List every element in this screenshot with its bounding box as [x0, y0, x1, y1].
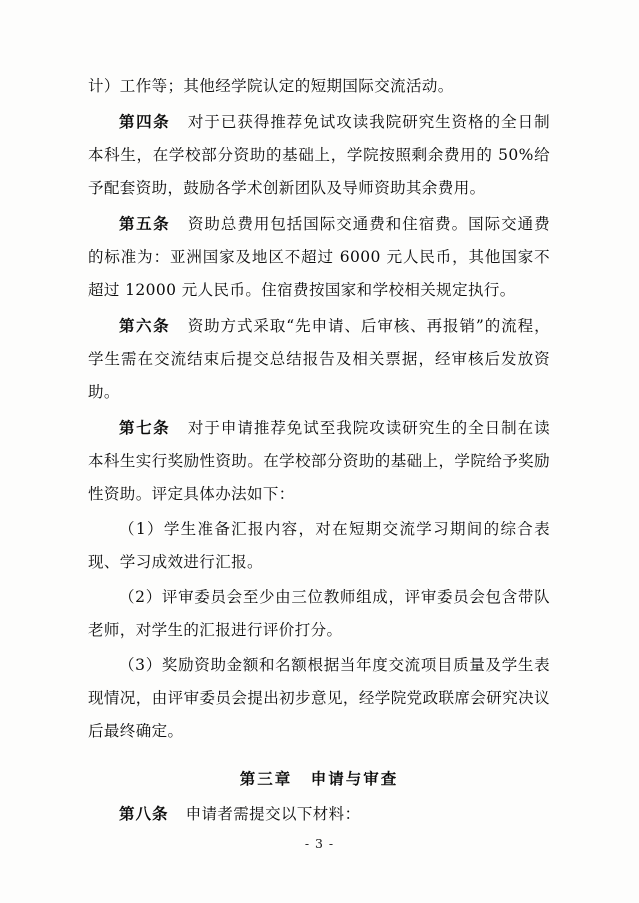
paragraph-article-6: [88, 309, 550, 409]
article-label: 第七条: [119, 418, 171, 437]
list-item-3: [88, 649, 550, 748]
paragraph-text: （3）奖励资助金额和名额根据当年度交流项目质量及学生表现情况，由评审委员会提出初步意见，经学院党政联席会研究决议后最终确定。: [88, 656, 550, 740]
chapter-title: 申请与审查: [310, 769, 399, 788]
list-item-2: [88, 581, 550, 647]
article-label: 第五条: [119, 214, 171, 233]
paragraph-article-8: [88, 797, 550, 831]
page-body: [88, 70, 550, 833]
paragraph-text: （2）评审委员会至少由三位教师组成，评审委员会包含带队老师，对学生的汇报进行评价打分。: [88, 588, 550, 639]
list-item-1: [88, 513, 550, 579]
paragraph-text: 申请者需提交以下材料：: [185, 805, 361, 823]
paragraph-text: 计）工作等；其他经学院认定的短期国际交流活动。: [88, 77, 454, 95]
article-label: 第八条: [119, 804, 169, 823]
article-label: 第四条: [119, 112, 171, 131]
page-number: - 3 -: [304, 836, 335, 851]
paragraph-text: 资助方式采取“先申请、后审核、再报销”的流程，学生需在交流结束后提交总结报告及相关票据，经审核后发放资助。: [88, 317, 550, 401]
article-label: 第六条: [119, 316, 171, 335]
chapter-number: 第三章: [239, 769, 293, 788]
paragraph-text: （1）学生准备汇报内容，对在短期交流学习期间的综合表现、学习成效进行汇报。: [88, 520, 550, 571]
paragraph-continued: [88, 70, 550, 103]
paragraph-text: 对于已获得推荐免试攻读我院研究生资格的全日制本科生，在学校部分资助的基础上，学院按照剩余费用的 50%给予配套资助，鼓励各学术创新团队及导师资助其余费用。: [88, 113, 550, 197]
paragraph-article-4: [88, 105, 550, 205]
chapter-heading: [88, 762, 550, 795]
paragraph-article-7: [88, 411, 550, 511]
paragraph-text: 对于申请推荐免试至我院攻读研究生的全日制在读本科生实行奖励性资助。在学校部分资助的基础上，学院给予奖励性资助。评定具体办法如下：: [88, 419, 550, 503]
paragraph-article-5: [88, 207, 550, 307]
paragraph-text: 资助总费用包括国际交通费和住宿费。国际交通费的标准为：亚洲国家及地区不超过 6000 元人民币，其他国家不超过 12000 元人民币。住宿费按国家和学校相关规定执行。: [88, 215, 550, 299]
